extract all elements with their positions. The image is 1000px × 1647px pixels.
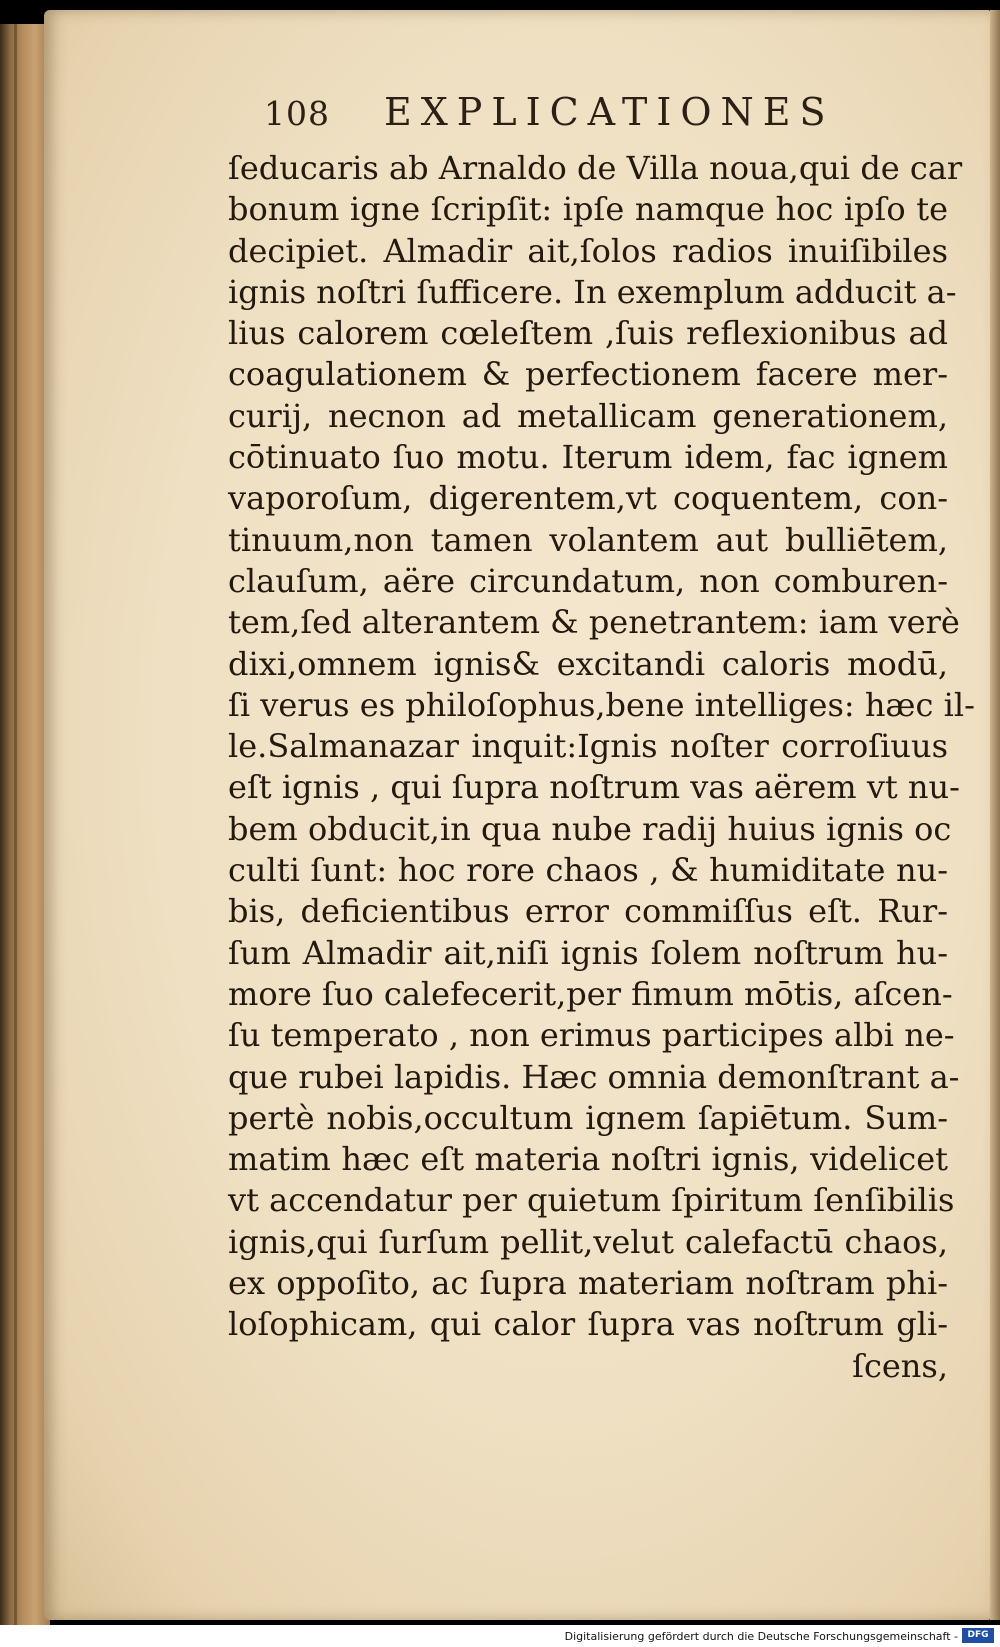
running-head: EXPLICATIONES (384, 90, 835, 134)
page-edge (990, 10, 1000, 1620)
text-line: le.Salmanazar inquit:Ignis noſter corroſiuus (228, 727, 948, 766)
text-line: loſophicam, qui calor ſupra vas noſtrum gli- (228, 1305, 948, 1344)
page-header (264, 88, 864, 138)
text-line: vaporoſum, digerentem,vt coquentem, con- (228, 479, 948, 518)
dfg-logo: DFG (962, 1628, 994, 1643)
text-line: ſi verus es philoſophus,bene intelliges: hæc il- (228, 685, 975, 724)
text-line: vt accendatur per quietum ſpiritum ſenſibilis (228, 1181, 955, 1220)
text-line: dixi,omnem ignis& excitandi caloris modū, (228, 644, 948, 683)
text-line: coagulationem & perfectionem facere mer- (228, 355, 948, 394)
text-line: curij, necnon ad metallicam generationem, (228, 396, 948, 435)
text-line: culti ſunt: hoc rore chaos , & humiditate nu- (228, 851, 948, 890)
text-line: eſt ignis , qui ſupra noſtrum vas aërem vt nu- (228, 768, 960, 807)
text-line: bem obducit,in qua nube radij huius ignis oc (228, 809, 952, 848)
text-line: ignis,qui ſurſum pellit,velut calefactū chaos, (228, 1222, 948, 1261)
text-line: matim hæc eſt materia noſtri ignis, videlicet (228, 1140, 948, 1179)
catchword: ſcens, (852, 1346, 948, 1385)
book-binding (0, 24, 50, 1625)
footer-bar (0, 1625, 1000, 1647)
body-text (228, 148, 975, 1387)
funding-credit: Digitalisierung gefördert durch die Deutsche Forschungsgemeinschaft - (564, 1630, 958, 1643)
page-number: 108 (264, 94, 330, 133)
text-line: more ſuo calefecerit,per fimum mōtis, aſcen- (228, 974, 953, 1013)
text-line: cōtinuato ſuo motu. Iterum idem, fac ignem (228, 438, 948, 477)
text-line: bis, deficientibus error commiſſus eſt. Rur- (228, 892, 948, 931)
text-line: bonum igne ſcripſit: ipſe namque hoc ipſo te (228, 190, 948, 229)
text-line: lius calorem cœleſtem ,ſuis reflexionibus ad (228, 314, 948, 353)
text-line: tem,ſed alterantem & penetrantem: iam verè (228, 603, 960, 642)
text-line: ignis noſtri ſufficere. In exemplum adducit a- (228, 272, 957, 311)
text-line: ex oppoſito, ac ſupra materiam noſtram phi- (228, 1264, 948, 1303)
text-line: ſum Almadir ait,niſi ignis ſolem noſtrum hu- (228, 933, 948, 972)
text-line: tinuum,non tamen volantem aut bulliētem, (228, 520, 948, 559)
text-line: que rubei lapidis. Hæc omnia demonſtrant a- (228, 1057, 960, 1096)
text-line: decipiet. Almadir ait,ſolos radios inuiſibiles (228, 231, 948, 270)
text-line: clauſum, aëre circundatum, non comburen- (228, 561, 948, 600)
text-line: ſu temperato , non erimus participes albi ne- (228, 1016, 955, 1055)
text-line: ſeducaris ab Arnaldo de Villa noua,qui de car (228, 149, 963, 187)
text-line: pertè nobis,occultum ignem ſapiētum. Sum- (228, 1098, 948, 1137)
